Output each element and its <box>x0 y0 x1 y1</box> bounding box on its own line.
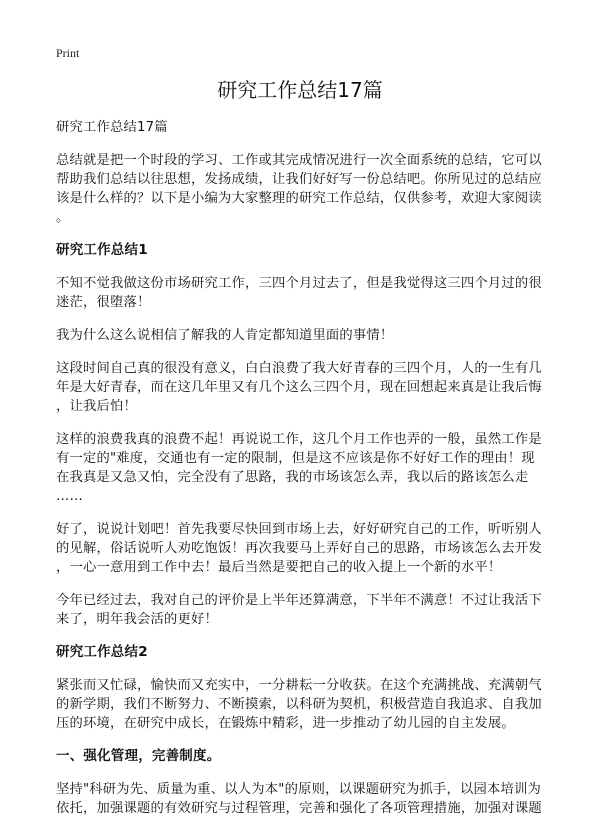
sub-heading: 一、强化管理，完善制度。 <box>56 748 221 764</box>
text-line: 这段时间自己真的很没有意义，白白浪费了我大好青春的三四个月，人的一生有几 <box>56 361 542 376</box>
paragraph <box>56 591 550 629</box>
paragraph <box>56 676 550 733</box>
section-heading-2: 研究工作总结2 <box>56 644 148 660</box>
document-body <box>56 118 550 832</box>
section-heading-1: 研究工作总结1 <box>56 242 148 258</box>
text-line: 这样的浪费我真的浪费不起！再说说工作，这几个月工作也弄的一般，虽然工作是 <box>56 432 542 447</box>
document-subtitle: 研究工作总结17篇 <box>56 120 168 135</box>
text-line: ，让我后怕！ <box>56 399 137 414</box>
text-line: 总结就是把一个时段的学习、工作或其完成情况进行一次全面系统的总结，它可以 <box>56 153 542 168</box>
text-line: ，一心一意用到工作中去！最后当然是要把自己的收入提上一个新的水平！ <box>56 560 502 575</box>
text-line: 的新学期，我们不断努力、不断摸索，以科研为契机，积极营造自我追求、自我加 <box>56 697 542 712</box>
text-line: 迷茫，很堕落！ <box>56 295 151 310</box>
paragraph <box>56 780 550 818</box>
text-line: 好了，说说计划吧！首先我要尽快回到市场上去，好好研究自己的工作，听听别人 <box>56 522 542 537</box>
text-line: 在我真是又急又怕，完全没有了思路，我的市场该怎么弄，我以后的路该怎么走 <box>56 470 529 485</box>
text-line: 该是什么样的？以下是小编为大家整理的研究工作总结，仅供参考，欢迎大家阅读 <box>56 191 542 206</box>
intro-paragraph <box>56 151 550 227</box>
paragraph <box>56 274 550 312</box>
text-line: 依托，加强课题的有效研究与过程管理，完善和强化了各项管理措施，加强对课题 <box>56 801 542 816</box>
print-label[interactable]: Print <box>56 46 80 60</box>
text-line: 坚持"科研为先、质量为重、以人为本"的原则，以课题研究为抓手，以园本培训为 <box>56 782 542 797</box>
text-line: 帮助我们总结以往思想，发扬成绩，让我们好好写一份总结吧。你所见过的总结应 <box>56 172 542 187</box>
paragraph <box>56 359 550 416</box>
text-line: 年是大好青春，而在这几年里又有几个这么三四个月，现在回想起来真是让我后悔 <box>56 380 542 395</box>
text-line: 不知不觉我做这份市场研究工作，三四个月过去了，但是我觉得这三四个月过的很 <box>56 276 542 291</box>
text-line: 今年已经过去，我对自己的评价是上半年还算满意，下半年不满意！不过让我活下 <box>56 593 542 608</box>
paragraph <box>56 326 550 345</box>
text-line: …… <box>56 489 83 504</box>
page-title: 研究工作总结17篇 <box>217 78 383 102</box>
paragraph <box>56 520 550 577</box>
text-line: 我为什么这么说相信了解我的人肯定都知道里面的事情！ <box>56 328 394 343</box>
text-line: 紧张而又忙碌，愉快而又充实中，一分耕耘一分收获。在这个充满挑战、充满朝气 <box>56 678 542 693</box>
text-line: 来了，明年我会活的更好！ <box>56 612 218 627</box>
text-line: 有一定的"难度，交通也有一定的限制，但是这不应该是你不好好工作的理由！现 <box>56 451 535 466</box>
text-line: 压的环境，在研究中成长，在锻炼中精彩，进一步推动了幼儿园的自主发展。 <box>56 716 515 731</box>
text-line: 。 <box>56 210 70 225</box>
text-line: 的见解，俗话说听人劝吃饱饭！再次我要马上弄好自己的思路，市场该怎么去开发 <box>56 541 542 556</box>
paragraph <box>56 430 550 506</box>
